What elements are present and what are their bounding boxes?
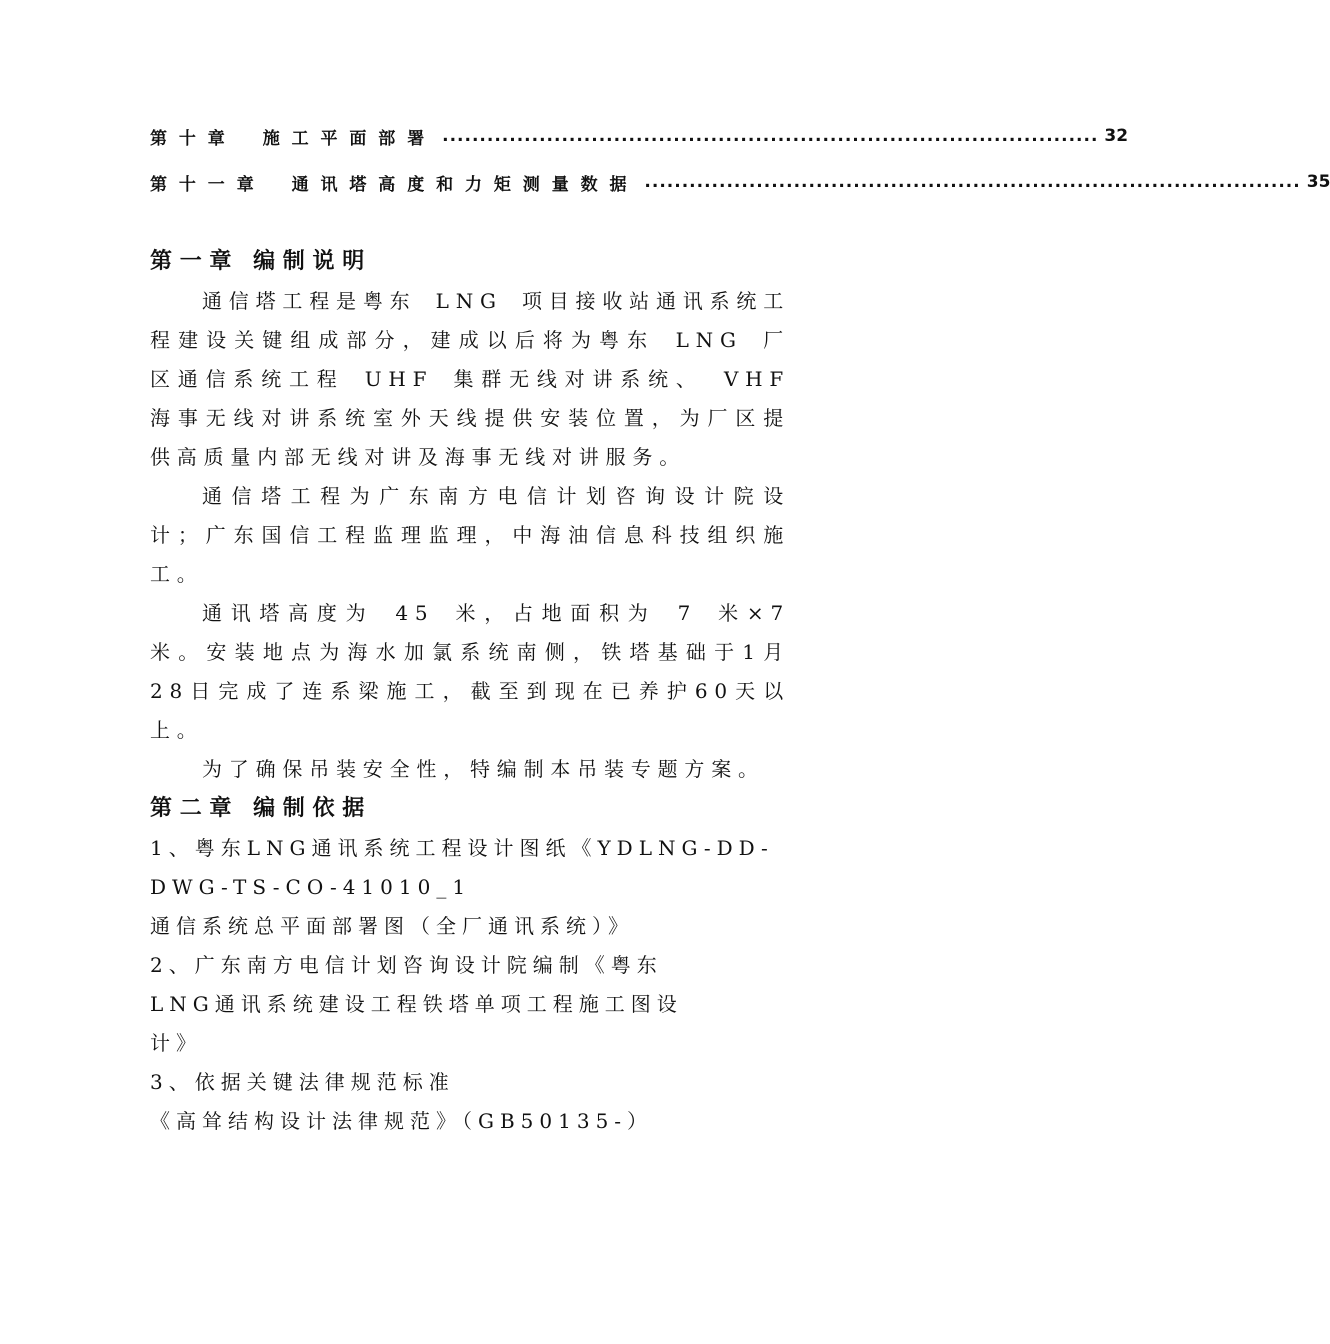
reference-line: 通信系统总平面部署图（全厂通讯系统）》 bbox=[150, 914, 634, 938]
body-paragraph: 通信塔工程为广东南方电信计划咨询设计院设计；广东国信工程监理监理，中海油信息科技组织施工。 bbox=[150, 484, 790, 586]
toc-entry-title: 第十一章 通讯塔高度和力矩测量数据 bbox=[150, 174, 639, 195]
reference-line: 3、依据关键法律规范标准 bbox=[150, 1070, 455, 1094]
toc-page-number: 32 bbox=[1104, 126, 1129, 146]
reference-line: LNG通讯系统建设工程铁塔单项工程施工图设 bbox=[150, 992, 683, 1016]
table-of-contents bbox=[150, 113, 1330, 205]
body-paragraph: 通信塔工程是粤东 LNG 项目接收站通讯系统工程建设关键组成部分，建成以后将为粤东 LNG 厂区通信系统工程 UHF 集群无线对讲系统、 VHF 海事无线对讲系统室外天线提供安装位置，为厂区提供高质量内部无线对讲及海事无线对讲服务。 bbox=[150, 289, 790, 469]
reference-line: 《高耸结构设计法律规范》（GB50135-） bbox=[150, 1109, 654, 1133]
toc-entry[interactable] bbox=[150, 113, 1129, 159]
chapter-heading: 第一章 编制说明 bbox=[150, 249, 372, 274]
toc-dot-leader: ........................................................................................ bbox=[644, 172, 1301, 192]
toc-entry[interactable] bbox=[150, 159, 1330, 205]
toc-page-number: 35 bbox=[1306, 172, 1330, 192]
body-paragraph: 为了确保吊装安全性，特编制本吊装专题方案。 bbox=[202, 757, 765, 781]
toc-entry-title: 第十章 施工平面部署 bbox=[150, 128, 437, 149]
document-body bbox=[150, 242, 790, 1141]
reference-line: 2、广东南方电信计划咨询设计院编制《粤东 bbox=[150, 953, 663, 977]
reference-line: 1、粤东LNG通讯系统工程设计图纸《YDLNG-DD- bbox=[150, 836, 774, 860]
body-paragraph: 通讯塔高度为 45 米，占地面积为 7 米×7 米。安装地点为海水加氯系统南侧，铁塔基础于1月 28日完成了连系梁施工，截至到现在已养护60天以上。 bbox=[150, 601, 790, 742]
reference-line: DWG-TS-CO-41010_1 bbox=[150, 875, 472, 899]
reference-line: 计》 bbox=[150, 1031, 202, 1055]
chapter-heading: 第二章 编制依据 bbox=[150, 796, 372, 821]
toc-dot-leader: ........................................................................................ bbox=[442, 126, 1099, 146]
